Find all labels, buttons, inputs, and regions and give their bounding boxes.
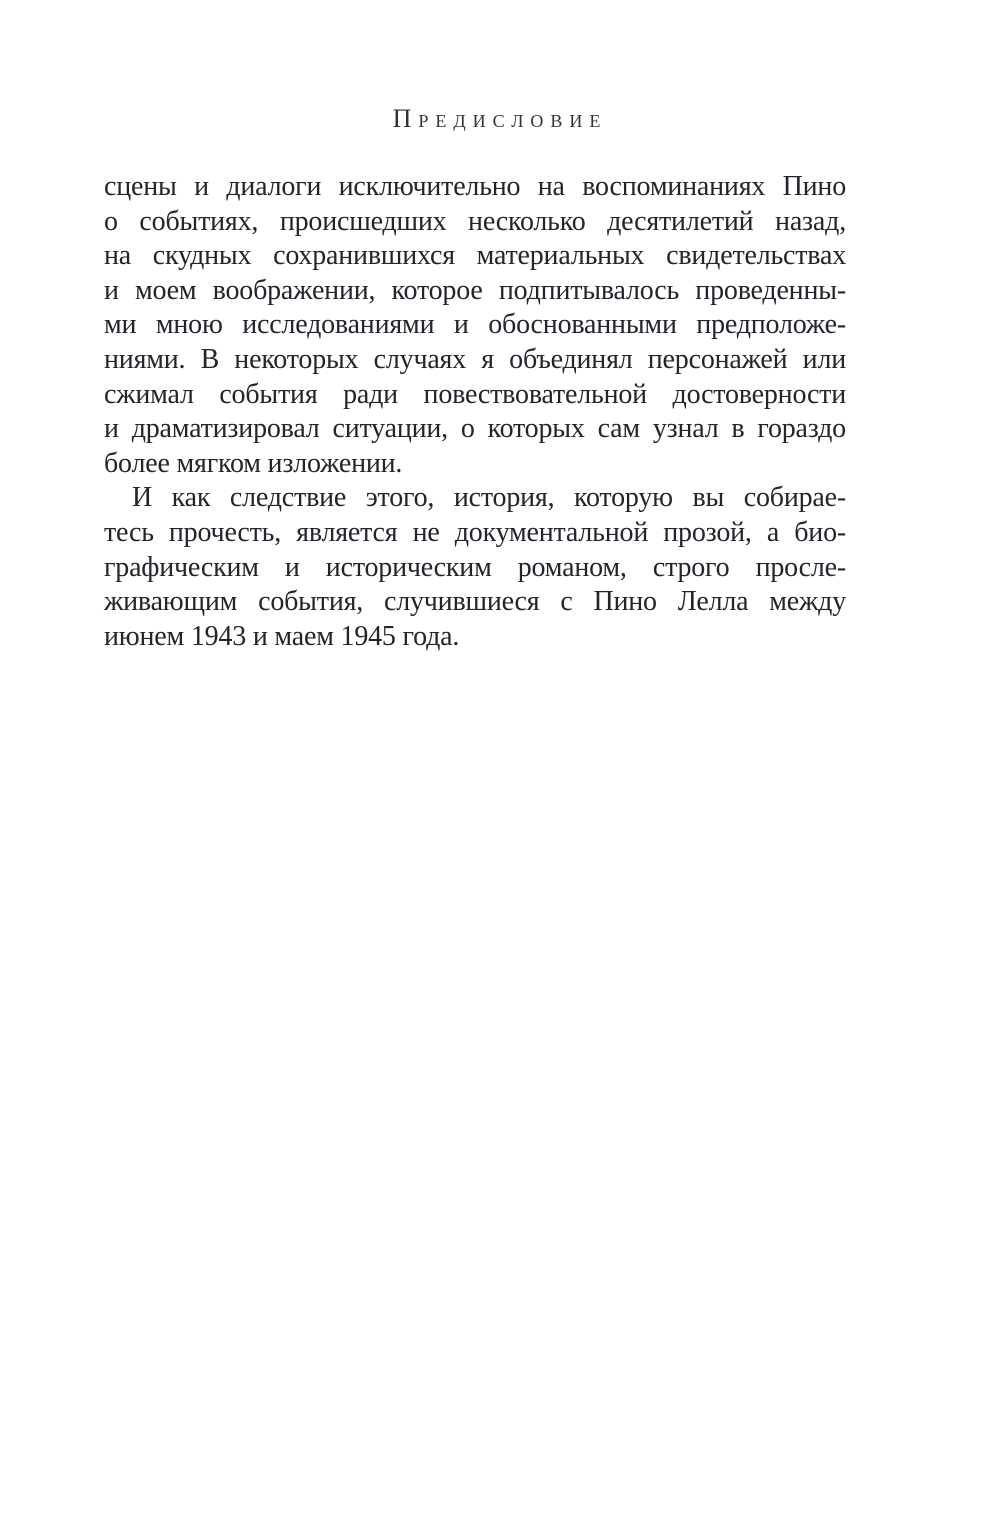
text-line: и моем воображении, которое подпитывалось проведенны- (104, 274, 846, 306)
text-line: сцены и диалоги исключительно на воспоминаниях Пино (104, 171, 846, 202)
text-line: на скудных сохранившихся материальных свидетельствах (104, 240, 846, 272)
text-block (104, 170, 846, 654)
text-line: более мягком изложении. (104, 447, 403, 479)
text-line: о событиях, происшедших несколько десятилетий назад, (104, 205, 846, 237)
chapter-heading: Предисловие (392, 104, 608, 133)
text-line: и драматизировал ситуации, о которых сам узнал в гораздо (104, 413, 846, 445)
text-line: ниями. В некоторых случаях я объединял персонажей или (104, 343, 846, 375)
paragraph (104, 170, 846, 481)
text-line: графическим и историческим романом, строго просле- (104, 551, 846, 583)
text-line: живающим события, случившиеся с Пино Лелла между (104, 586, 846, 618)
text-line: И как следствие этого, история, которую вы собирае- (132, 482, 846, 514)
text-line: июнем 1943 и маем 1945 года. (104, 620, 460, 652)
text-line: сжимал события ради повествовательной достоверности (104, 378, 846, 410)
text-line: тесь прочесть, является не документальной прозой, а био- (104, 516, 846, 548)
paragraph (104, 481, 846, 654)
text-line: ми мною исследованиями и обоснованными предположе- (104, 309, 846, 341)
